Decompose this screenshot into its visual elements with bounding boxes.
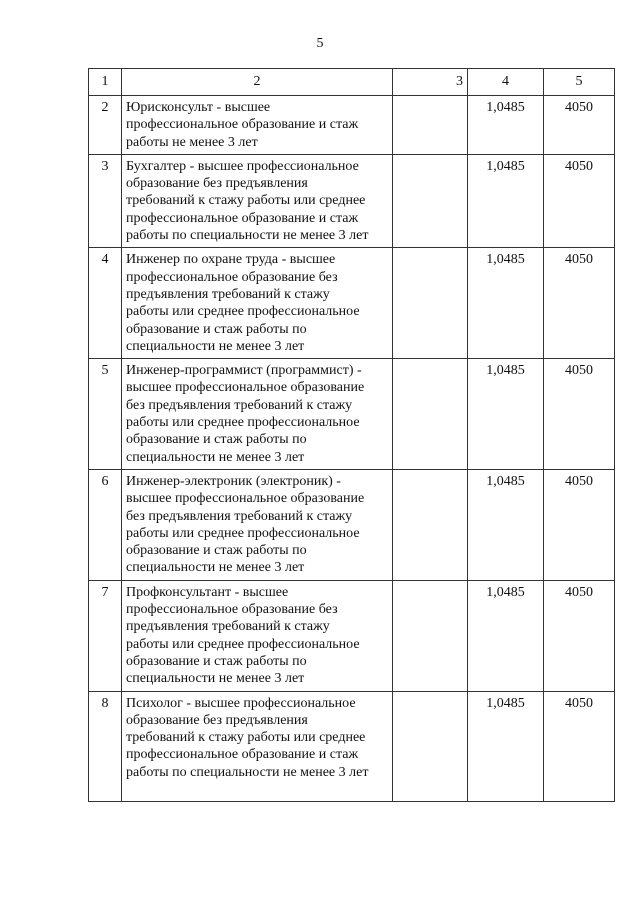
coefficient-cell: 1,0485 xyxy=(468,248,544,359)
description-line: высшее профессиональное образование xyxy=(126,491,365,507)
description-line: образование и стаж работы по xyxy=(126,543,307,559)
position-description xyxy=(122,691,393,802)
row-number: 4 xyxy=(89,248,122,359)
coefficient-cell: 1,0485 xyxy=(468,359,544,470)
position-description xyxy=(122,154,393,247)
row-number: 7 xyxy=(89,580,122,691)
header-col-3: 3 xyxy=(393,69,468,96)
description-line: образование и стаж работы по xyxy=(126,653,307,669)
header-col-2: 2 xyxy=(122,69,393,96)
description-line: профессиональное образование без xyxy=(126,269,338,285)
table-row xyxy=(89,154,615,247)
salary-cell: 4050 xyxy=(544,359,615,470)
description-line: специальности не менее 3 лет xyxy=(126,671,305,687)
description-line: работы по специальности не менее 3 лет xyxy=(126,228,369,244)
header-col-1: 1 xyxy=(89,69,122,96)
description-line: образование и стаж работы по xyxy=(126,432,307,448)
table-row xyxy=(89,248,615,359)
coefficient-cell: 1,0485 xyxy=(468,154,544,247)
table-body xyxy=(89,96,615,802)
description-line: предъявления требований к стажу xyxy=(126,619,330,635)
description-line xyxy=(126,781,388,798)
description-line: Бухгалтер - высшее профессиональное xyxy=(126,158,359,174)
coefficient-cell: 1,0485 xyxy=(468,691,544,802)
description-line: требований к стажу работы или среднее xyxy=(126,193,366,209)
description-line: специальности не менее 3 лет xyxy=(126,449,305,465)
position-description xyxy=(122,359,393,470)
description-line: образование и стаж работы по xyxy=(126,321,307,337)
column-3-cell xyxy=(393,96,468,155)
table-row xyxy=(89,359,615,470)
row-number: 5 xyxy=(89,359,122,470)
header-col-5: 5 xyxy=(544,69,615,96)
row-number: 2 xyxy=(89,96,122,155)
description-line: Юрисконсульт - высшее xyxy=(126,100,271,115)
description-line: образование без предъявления xyxy=(126,712,308,728)
description-line: работы по специальности не менее 3 лет xyxy=(126,764,369,780)
table-row xyxy=(89,580,615,691)
description-line: работы не менее 3 лет xyxy=(126,134,258,150)
page-number: 5 xyxy=(316,36,324,51)
table-header-row xyxy=(89,69,615,96)
row-number: 3 xyxy=(89,154,122,247)
salary-cell: 4050 xyxy=(544,691,615,802)
column-3-cell xyxy=(393,691,468,802)
description-line: Профконсультант - высшее xyxy=(126,584,289,600)
description-line: Инженер-электроник (электроник) - xyxy=(126,473,341,489)
row-number: 8 xyxy=(89,691,122,802)
salary-cell: 4050 xyxy=(544,96,615,155)
description-line: специальности не менее 3 лет xyxy=(126,338,305,354)
header-col-4: 4 xyxy=(468,69,544,96)
row-number: 6 xyxy=(89,469,122,580)
description-line: специальности не менее 3 лет xyxy=(126,560,305,576)
description-line: без предъявления требований к стажу xyxy=(126,397,353,413)
salary-cell: 4050 xyxy=(544,580,615,691)
position-description xyxy=(122,96,393,155)
position-description xyxy=(122,248,393,359)
description-line: образование без предъявления xyxy=(126,176,308,192)
description-line: предъявления требований к стажу xyxy=(126,286,330,302)
table-row xyxy=(89,469,615,580)
coefficient-cell: 1,0485 xyxy=(468,469,544,580)
position-description xyxy=(122,580,393,691)
coefficient-cell: 1,0485 xyxy=(468,580,544,691)
description-line: Инженер-программист (программист) - xyxy=(126,363,362,379)
column-3-cell xyxy=(393,580,468,691)
description-line: профессиональное образование и стаж xyxy=(126,117,359,133)
coefficient-cell: 1,0485 xyxy=(468,96,544,155)
column-3-cell xyxy=(393,359,468,470)
description-line: работы или среднее профессиональное xyxy=(126,636,360,652)
positions-table xyxy=(88,68,615,802)
salary-cell: 4050 xyxy=(544,154,615,247)
description-line: высшее профессиональное образование xyxy=(126,380,365,396)
description-line: профессиональное образование и стаж xyxy=(126,747,359,763)
salary-cell: 4050 xyxy=(544,248,615,359)
position-description xyxy=(122,469,393,580)
table-row xyxy=(89,691,615,802)
description-line: требований к стажу работы или среднее xyxy=(126,730,366,746)
column-3-cell xyxy=(393,154,468,247)
description-line: профессиональное образование без xyxy=(126,602,338,618)
column-3-cell xyxy=(393,248,468,359)
description-line: Инженер по охране труда - высшее xyxy=(126,252,336,268)
description-line: работы или среднее профессиональное xyxy=(126,415,360,431)
description-line: профессиональное образование и стаж xyxy=(126,210,359,226)
description-line: работы или среднее профессиональное xyxy=(126,304,360,320)
description-line: работы или среднее профессиональное xyxy=(126,525,360,541)
description-line: без предъявления требований к стажу xyxy=(126,508,353,524)
table-row xyxy=(89,96,615,155)
salary-cell: 4050 xyxy=(544,469,615,580)
description-line: Психолог - высшее профессиональное xyxy=(126,695,356,711)
column-3-cell xyxy=(393,469,468,580)
